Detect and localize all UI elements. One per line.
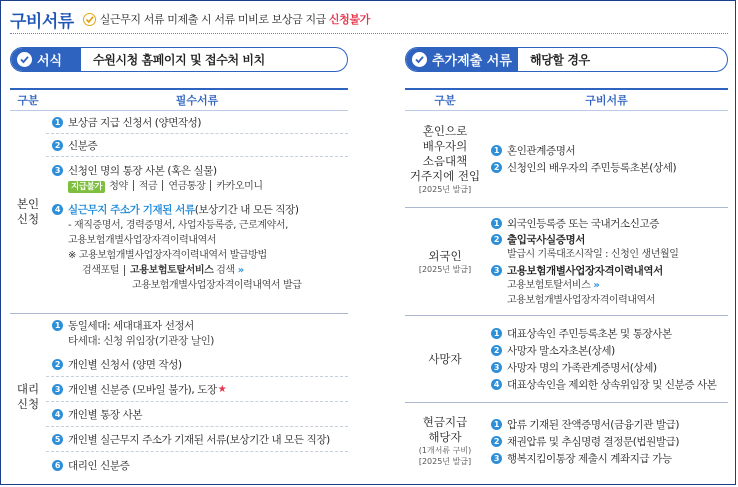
right-col-category: 구분 (434, 94, 456, 107)
check-icon (412, 52, 427, 67)
self-apply-label: 본인 신청 (16, 197, 40, 226)
right-section-bar (405, 47, 728, 72)
right-pill-label: 추가제출 서류 (432, 54, 512, 69)
list-item: 5 개인별 실근무지 주소가 기재된 서류(보상기간 내 모든 직장) (46, 427, 348, 452)
cash-payment-label: 현금지급 해당자 (1개서류 구비) [2025년 발급] (418, 415, 472, 466)
star-icon: ★ (217, 383, 227, 395)
foreigner-label: 외국인 [2025년 발급] (418, 248, 472, 274)
right-section-pill (406, 48, 518, 71)
left-col-docs: 필수서류 (175, 94, 219, 107)
list-item: 3 신청인 명의 통장 사본 (혹은 실물) 지급불가 청약 적금 연금통장 카카오미니 (46, 157, 348, 198)
list-item: 3 행복지킴이통장 제출시 계좌지급 가능 (485, 450, 728, 467)
list-item: 2 신분증 (46, 134, 348, 157)
left-table (10, 88, 348, 480)
cash-payment-items (485, 403, 728, 479)
double-chevron-right-icon: » (593, 280, 600, 291)
not-accepted-tag: 지급불가 (68, 181, 105, 193)
right-table-header (405, 90, 728, 111)
list-item: 1 동일세대: 세대대표자 선정서 타세대: 신청 위임장(기관장 날인) (46, 314, 348, 352)
list-item: 4 대표상속인을 제외한 상속위임장 및 신분증 사본 (485, 376, 728, 393)
deceased-items (485, 316, 728, 402)
list-item: 3 고용보험개별사업장자격이력내역서 (485, 262, 728, 278)
right-section-desc: 해당할 경우 (530, 53, 590, 67)
double-chevron-right-icon: » (237, 265, 244, 276)
marriage-label: 혼인으로 배우자의 소음대책 거주지에 전입 [2025년 발급] (409, 123, 481, 194)
header-note: 실근무지 서류 미제출 시 서류 미비로 보상금 지급 (99, 13, 326, 26)
list-item: 1 보상금 지급 신청서 (양면작성) (46, 111, 348, 134)
self-apply-row (10, 111, 348, 314)
right-col-docs: 구비서류 (585, 94, 628, 107)
proxy-apply-items (46, 314, 348, 480)
deceased-row (405, 316, 728, 403)
list-item: 2 개인별 신청서 (양면 작성) (46, 352, 348, 377)
proxy-apply-label: 대리 신청 (16, 382, 40, 411)
list-item: 3 사망자 명의 가족관계증명서(상세) (485, 359, 728, 376)
list-item: 4 실근무지 주소가 기재된 서류 (보상기간 내 모든 직장) - 재직증명서, 경력증명서, 사업자등록증, 근로계약서, 고용보험개별사업장자격이력내역서 ※ 고용보험개별사업장자격이력내역서 발급방법 검색포털 고용보험토탈서비스 검색 » 고용보험개별사업장자격이력내역서 발급 (46, 198, 348, 293)
marriage-items (485, 111, 728, 207)
foreigner-row (405, 208, 728, 316)
header-note-red: 신청불가 (328, 13, 370, 26)
list-item: 1 압류 기재된 잔액증명서(금융기관 발급) (485, 416, 728, 433)
list-item: 3 개인별 신분증 (모바일 불가), 도장 ★ (46, 377, 348, 402)
check-icon (17, 52, 32, 67)
deceased-label: 사망자 (428, 351, 462, 366)
list-item: 1 대표상속인 주민등록초본 및 통장사본 (485, 325, 728, 342)
list-item: 2 신청인의 배우자의 주민등록초본(상세) (485, 159, 728, 176)
left-section-bar (10, 47, 348, 72)
list-item: 2 사망자 말소자초본(상세) (485, 342, 728, 359)
right-table (405, 88, 728, 479)
list-item: 1 혼인관계증명서 (485, 142, 728, 159)
list-item: 4 개인별 통장 사본 (46, 402, 348, 427)
page-title: 구비서류 (10, 11, 74, 32)
list-item: 2 출입국사실증명서 (485, 231, 728, 247)
left-pill-label: 서식 (37, 54, 63, 69)
header-divider (10, 33, 728, 34)
left-col-category: 구분 (17, 94, 39, 107)
foreigner-items: 1 외국인등록증 또는 국내거소신고증 2 출입국사실증명서 발급시 기록대조시작일 : 신청인 생년월일 3 고용보험개별사업장자격이력내역서 고용보험토탈서비스 » 고용보험개별사업장자격이력내역서 (485, 208, 728, 315)
list-item: 1 외국인등록증 또는 국내거소신고증 (485, 215, 728, 231)
list-item: 2 채권압류 및 추심명령 결정문(법원발급) (485, 433, 728, 450)
left-table-header (10, 90, 348, 111)
left-section-desc: 수원시청 홈페이지 및 접수처 비치 (93, 53, 265, 67)
cash-payment-row (405, 403, 728, 479)
self-apply-items (46, 111, 348, 313)
left-section-pill (11, 48, 81, 71)
list-item: 6 대리인 신분증 (46, 452, 348, 478)
marriage-row (405, 111, 728, 208)
header (10, 6, 370, 32)
check-icon (83, 13, 96, 26)
proxy-apply-row (10, 314, 348, 480)
